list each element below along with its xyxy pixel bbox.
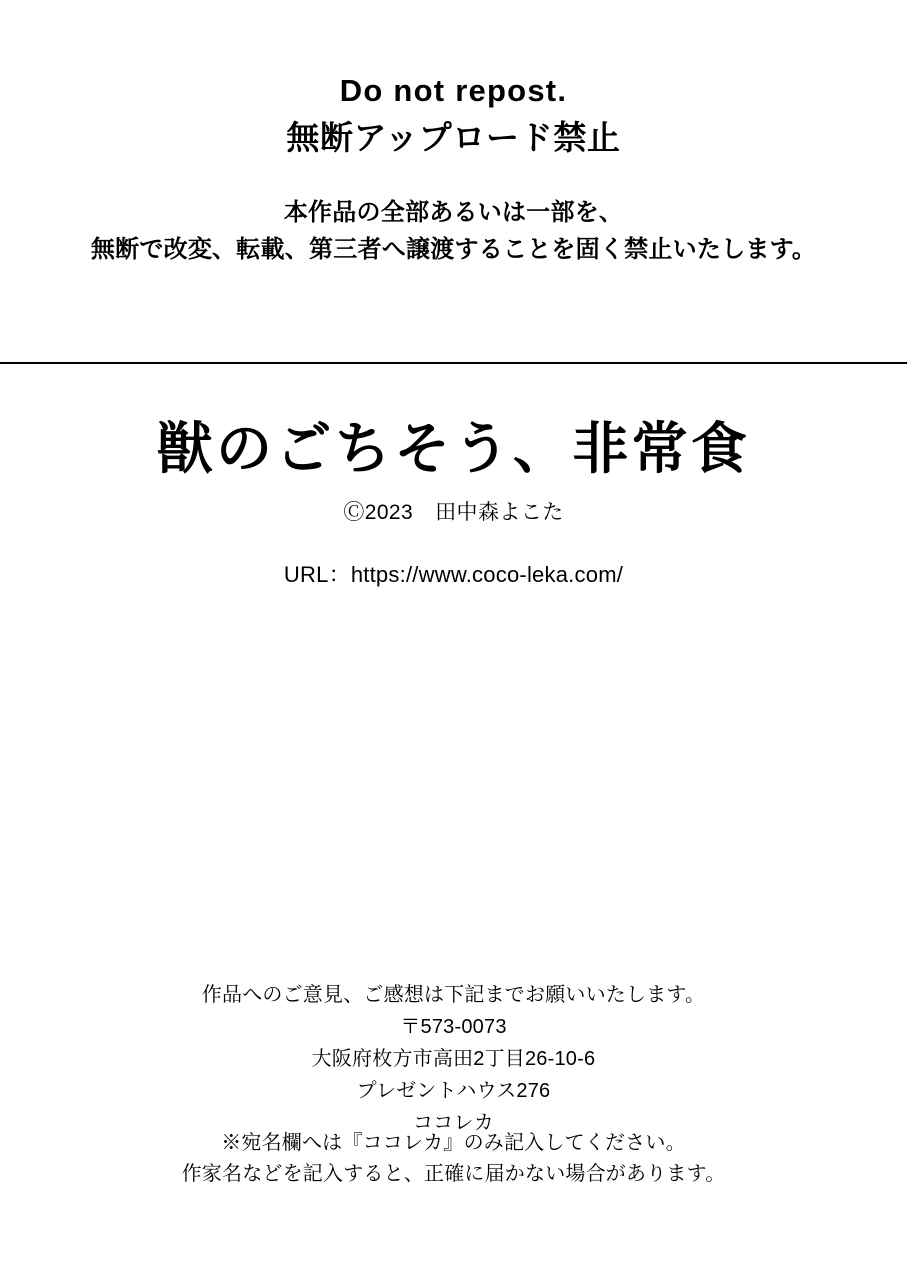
horizontal-divider [0,362,907,364]
repost-notice [0,72,907,268]
copyright-year: Ⓒ2023 [343,501,414,525]
contact-building: プレゼントハウス276 [356,1080,551,1102]
website-line [0,558,907,589]
copyright-line [0,496,907,526]
contact-recipient: ココレカ [413,1112,494,1134]
contact-postal-code: 〒573-0073 [400,1016,507,1038]
notice-headline-japanese: 無断アップロード禁止 [286,118,621,156]
contact-block [0,980,907,1138]
notice-body [0,194,907,268]
work-title: 獣のごちそう、非常食 [156,419,751,481]
colophon-block [0,418,907,589]
addressing-caution [0,1128,907,1190]
notice-headline-english: Do not repost. [339,73,568,108]
website-url-link[interactable]: https://www.coco-leka.com/ [350,562,624,588]
author-name: 田中森よこた [435,501,564,525]
notice-body-line-2: 無断で改変、転載、第三者へ譲渡することを固く禁止いたします。 [90,236,817,264]
notice-body-line-1: 本作品の全部あるいは一部を、 [283,199,624,226]
caution-line-1: ※宛名欄へは『ココレカ』のみ記入してください。 [221,1132,686,1154]
caution-line-2: 作家名などを記入すると、正確に届かない場合があります。 [181,1163,726,1185]
contact-address: 大阪府枚方市高田2丁目26-10-6 [311,1048,596,1070]
url-label: URL： [283,562,351,588]
contact-intro: 作品へのご意見、ご感想は下記までお願いいたします。 [201,984,706,1006]
